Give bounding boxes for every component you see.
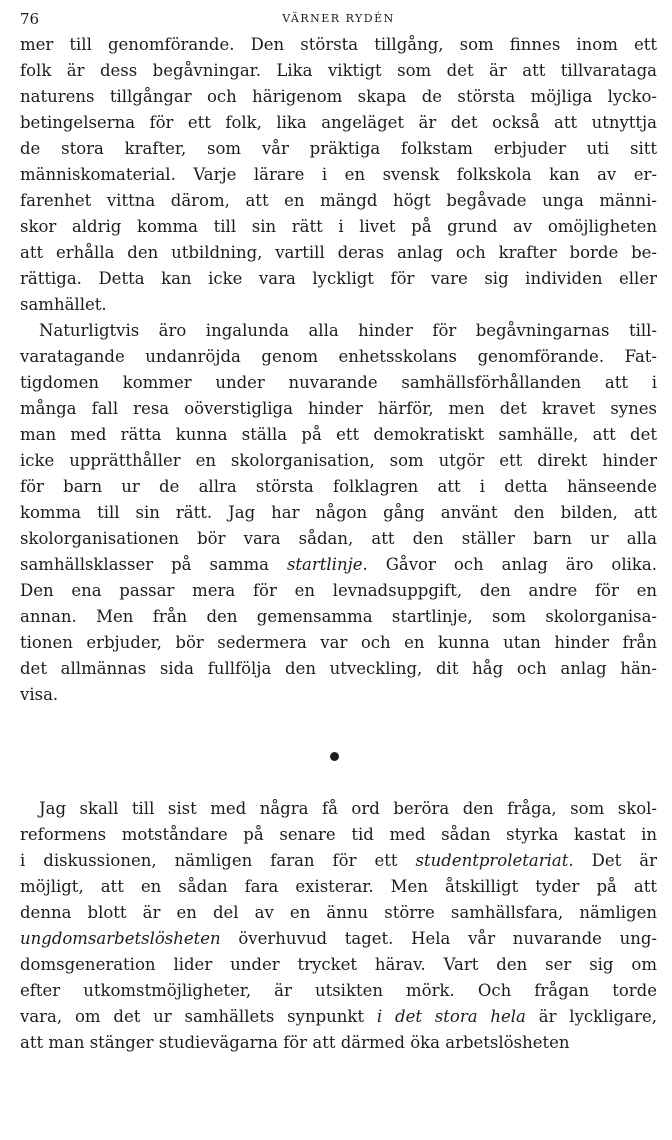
text-line: denna blott är en del av en ännu större samhällsfara, nämligen xyxy=(20,903,657,922)
text-segment: i diskussionen, nämligen faran för ett xyxy=(20,851,398,870)
paragraph-2 xyxy=(20,318,657,708)
text-line: Jag skall till sist med några få ord beröra den fråga, som skol- xyxy=(39,799,657,818)
emphasis-studentproletariat: studentproletariat xyxy=(415,851,569,870)
section-divider-dot xyxy=(330,752,339,761)
text-line: för barn ur de allra största folklagren att i detta hänseende xyxy=(20,477,657,496)
running-head: VÄRNER RYDÉN xyxy=(282,12,395,25)
paragraph-1 xyxy=(20,32,657,318)
text-line: varatagande undanröjda genom enhetsskolans genomförande. Fat- xyxy=(20,347,657,366)
text-line: mer till genomförande. Den största tillgång, som finnes inom ett xyxy=(20,35,657,54)
text-line: domsgeneration lider under trycket härav. Vart den ser sig om xyxy=(20,955,657,974)
page-number: 76 xyxy=(20,10,40,28)
text-line: betingelserna för ett folk, lika angeläget är det också att utnyttja xyxy=(20,113,657,132)
text-line: icke upprätthåller en skolorganisation, som utgör ett direkt hinder xyxy=(20,451,657,470)
text-line: att man stänger studievägarna för att därmed öka arbetslösheten xyxy=(20,1033,570,1052)
text-segment: vara, om det ur samhällets synpunkt xyxy=(20,1007,365,1026)
text-segment: överhuvud taget. Hela vår nuvarande ung- xyxy=(238,929,657,948)
text-line: tigdomen kommer under nuvarande samhällsförhållanden att i xyxy=(20,373,657,392)
text-line xyxy=(20,926,657,952)
text-line: naturens tillgångar och härigenom skapa de största möjliga lycko- xyxy=(20,87,657,106)
text-line: folk är dess begåvningar. Lika viktigt som det är att tillvarataga xyxy=(20,61,657,80)
text-line: rättiga. Detta kan icke vara lyckligt för vare sig individen eller xyxy=(20,269,657,288)
text-segment: . Gåvor och anlag äro olika. xyxy=(362,555,657,574)
text-line: farenhet vittna därom, att en mängd högt begåvade unga männi- xyxy=(20,191,657,210)
emphasis-startlinje: startlinje xyxy=(286,555,363,574)
text-segment: . Det är xyxy=(568,851,657,870)
text-segment: samhällsklasser på samma xyxy=(20,555,269,574)
text-line xyxy=(20,552,657,578)
text-segment: är lyckligare, xyxy=(538,1007,657,1026)
text-line: skor aldrig komma till sin rätt i livet på grund av omöjligheten xyxy=(20,217,657,236)
text-line: många fall resa oöverstigliga hinder härför, men det kravet synes xyxy=(20,399,657,418)
text-line xyxy=(20,1004,657,1030)
text-line: man med rätta kunna ställa på ett demokratiskt samhälle, att det xyxy=(20,425,657,444)
page-header xyxy=(20,10,657,30)
text-line: reformens motståndare på senare tid med sådan styrka kastat in xyxy=(20,825,657,844)
text-line: efter utkomstmöjligheter, är utsikten mörk. Och frågan torde xyxy=(20,981,657,1000)
text-line: människomaterial. Varje lärare i en svensk folkskola kan av er- xyxy=(20,165,657,184)
emphasis-i-det-stora-hela: i det stora hela xyxy=(376,1007,526,1026)
text-line: det allmännas sida fullfölja den utveckling, dit håg och anlag hän- xyxy=(20,659,657,678)
text-line: tionen erbjuder, bör sedermera var och en kunna utan hinder från xyxy=(20,633,657,652)
text-line: möjligt, att en sådan fara existerar. Men åtskilligt tyder på att xyxy=(20,877,657,896)
text-line: att erhålla den utbildning, vartill deras anlag och krafter borde be- xyxy=(20,243,657,262)
text-line: samhället. xyxy=(20,295,107,314)
paragraph-3 xyxy=(20,796,657,1056)
text-line: komma till sin rätt. Jag har någon gång använt den bilden, att xyxy=(20,503,657,522)
text-line: visa. xyxy=(20,685,59,704)
emphasis-ungdomsarbetslosheten: ungdomsarbetslösheten xyxy=(20,929,221,948)
text-line: de stora krafter, som vår präktiga folkstam erbjuder uti sitt xyxy=(20,139,657,158)
text-line: annan. Men från den gemensamma startlinje, som skolorganisa- xyxy=(20,607,657,626)
text-line: Naturligtvis äro ingalunda alla hinder för begåvningarnas till- xyxy=(39,321,657,340)
text-line: skolorganisationen bör vara sådan, att den ställer barn ur alla xyxy=(20,529,657,548)
text-line xyxy=(20,848,657,874)
text-line: Den ena passar mera för en levnadsuppgift, den andre för en xyxy=(20,581,657,600)
